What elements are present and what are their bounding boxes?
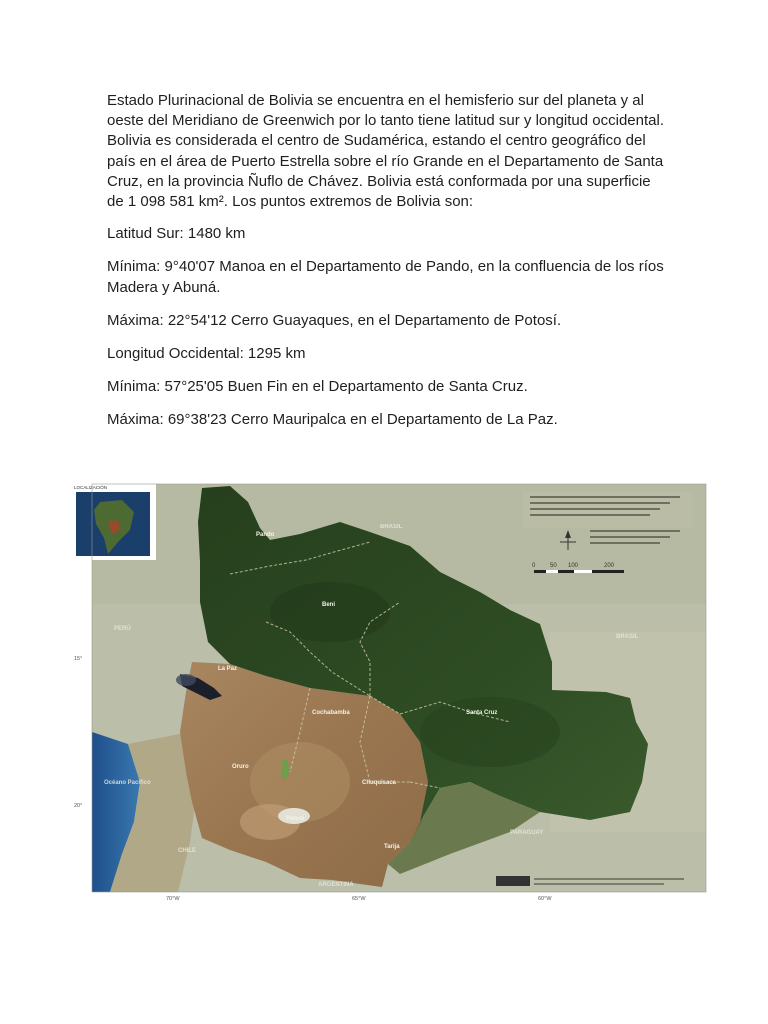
map-svg [70,482,710,904]
label-brasil-east: BRASIL [616,634,639,640]
list-item: Mínima: 9°40'07 Manoa en el Departamento de Pando, en la confluencia de los ríos Madera y Abuná. [107,258,664,296]
scale-tick: 50 [550,563,557,569]
inset-title: LOCALIZACIÓN [74,485,108,490]
label-chuquisaca: Chuquisaca [362,780,397,786]
label-argentina: ARGENTINA [318,882,354,888]
credit-logo [496,876,530,886]
label-beni: Beni [322,602,336,608]
lon-tick: 60°W [538,896,552,902]
label-tarija: Tarija [384,844,400,850]
bolivia-satellite-map [70,482,710,904]
list-item: Máxima: 22°54'12 Cerro Guayaques, en el Departamento de Potosí. [107,311,562,329]
scale-tick: 100 [568,563,579,569]
label-oruro: Oruro [232,764,249,770]
list-item: Máxima: 69°38'23 Cerro Mauripalca en el Departamento de La Paz. [107,411,558,429]
label-brasil-north: BRASIL [380,524,403,530]
document-body [107,91,667,444]
label-la-paz: La Paz [218,666,238,672]
lon-tick: 70°W [166,896,180,902]
label-santa-cruz: Santa Cruz [466,710,498,716]
label-chile: CHILE [178,848,196,854]
label-ocean: Océano Pacífico [104,780,151,786]
list-item: Latitud Sur: 1480 km [107,225,246,243]
label-potosi: Potosí [286,816,305,822]
label-peru: PERÚ [114,626,131,632]
list-item: Longitud Occidental: 1295 km [107,345,306,363]
lat-tick: 20° [74,803,83,809]
lon-tick: 65°W [352,896,366,902]
lat-tick: 15° [74,656,83,662]
scale-tick: 200 [604,563,615,569]
list-item: Mínima: 57°25'05 Buen Fin en el Departamento de Santa Cruz. [107,378,528,396]
scale-tick: 0 [532,563,536,569]
label-pando: Pando [256,532,275,538]
intro-paragraph: Estado Plurinacional de Bolivia se encuentra en el hemisferio sur del planeta y al oeste del Meridiano de Greenwich por lo tanto tiene latitud sur y longitud occidental. Bolivia es considerada el centro de Sudamérica, estando el centro geográfico del país en el área de Puerto Estrella sobre el río Grande en el Departamento de Santa Cruz, en la provincia Ñuflo de Chávez. Bolivia está conformada por una superficie de 1 098 581 km². Los puntos extremos de Bolivia son: [107,92,664,211]
label-cochabamba: Cochabamba [312,710,350,716]
label-paraguay: PARAGUAY [510,830,544,836]
